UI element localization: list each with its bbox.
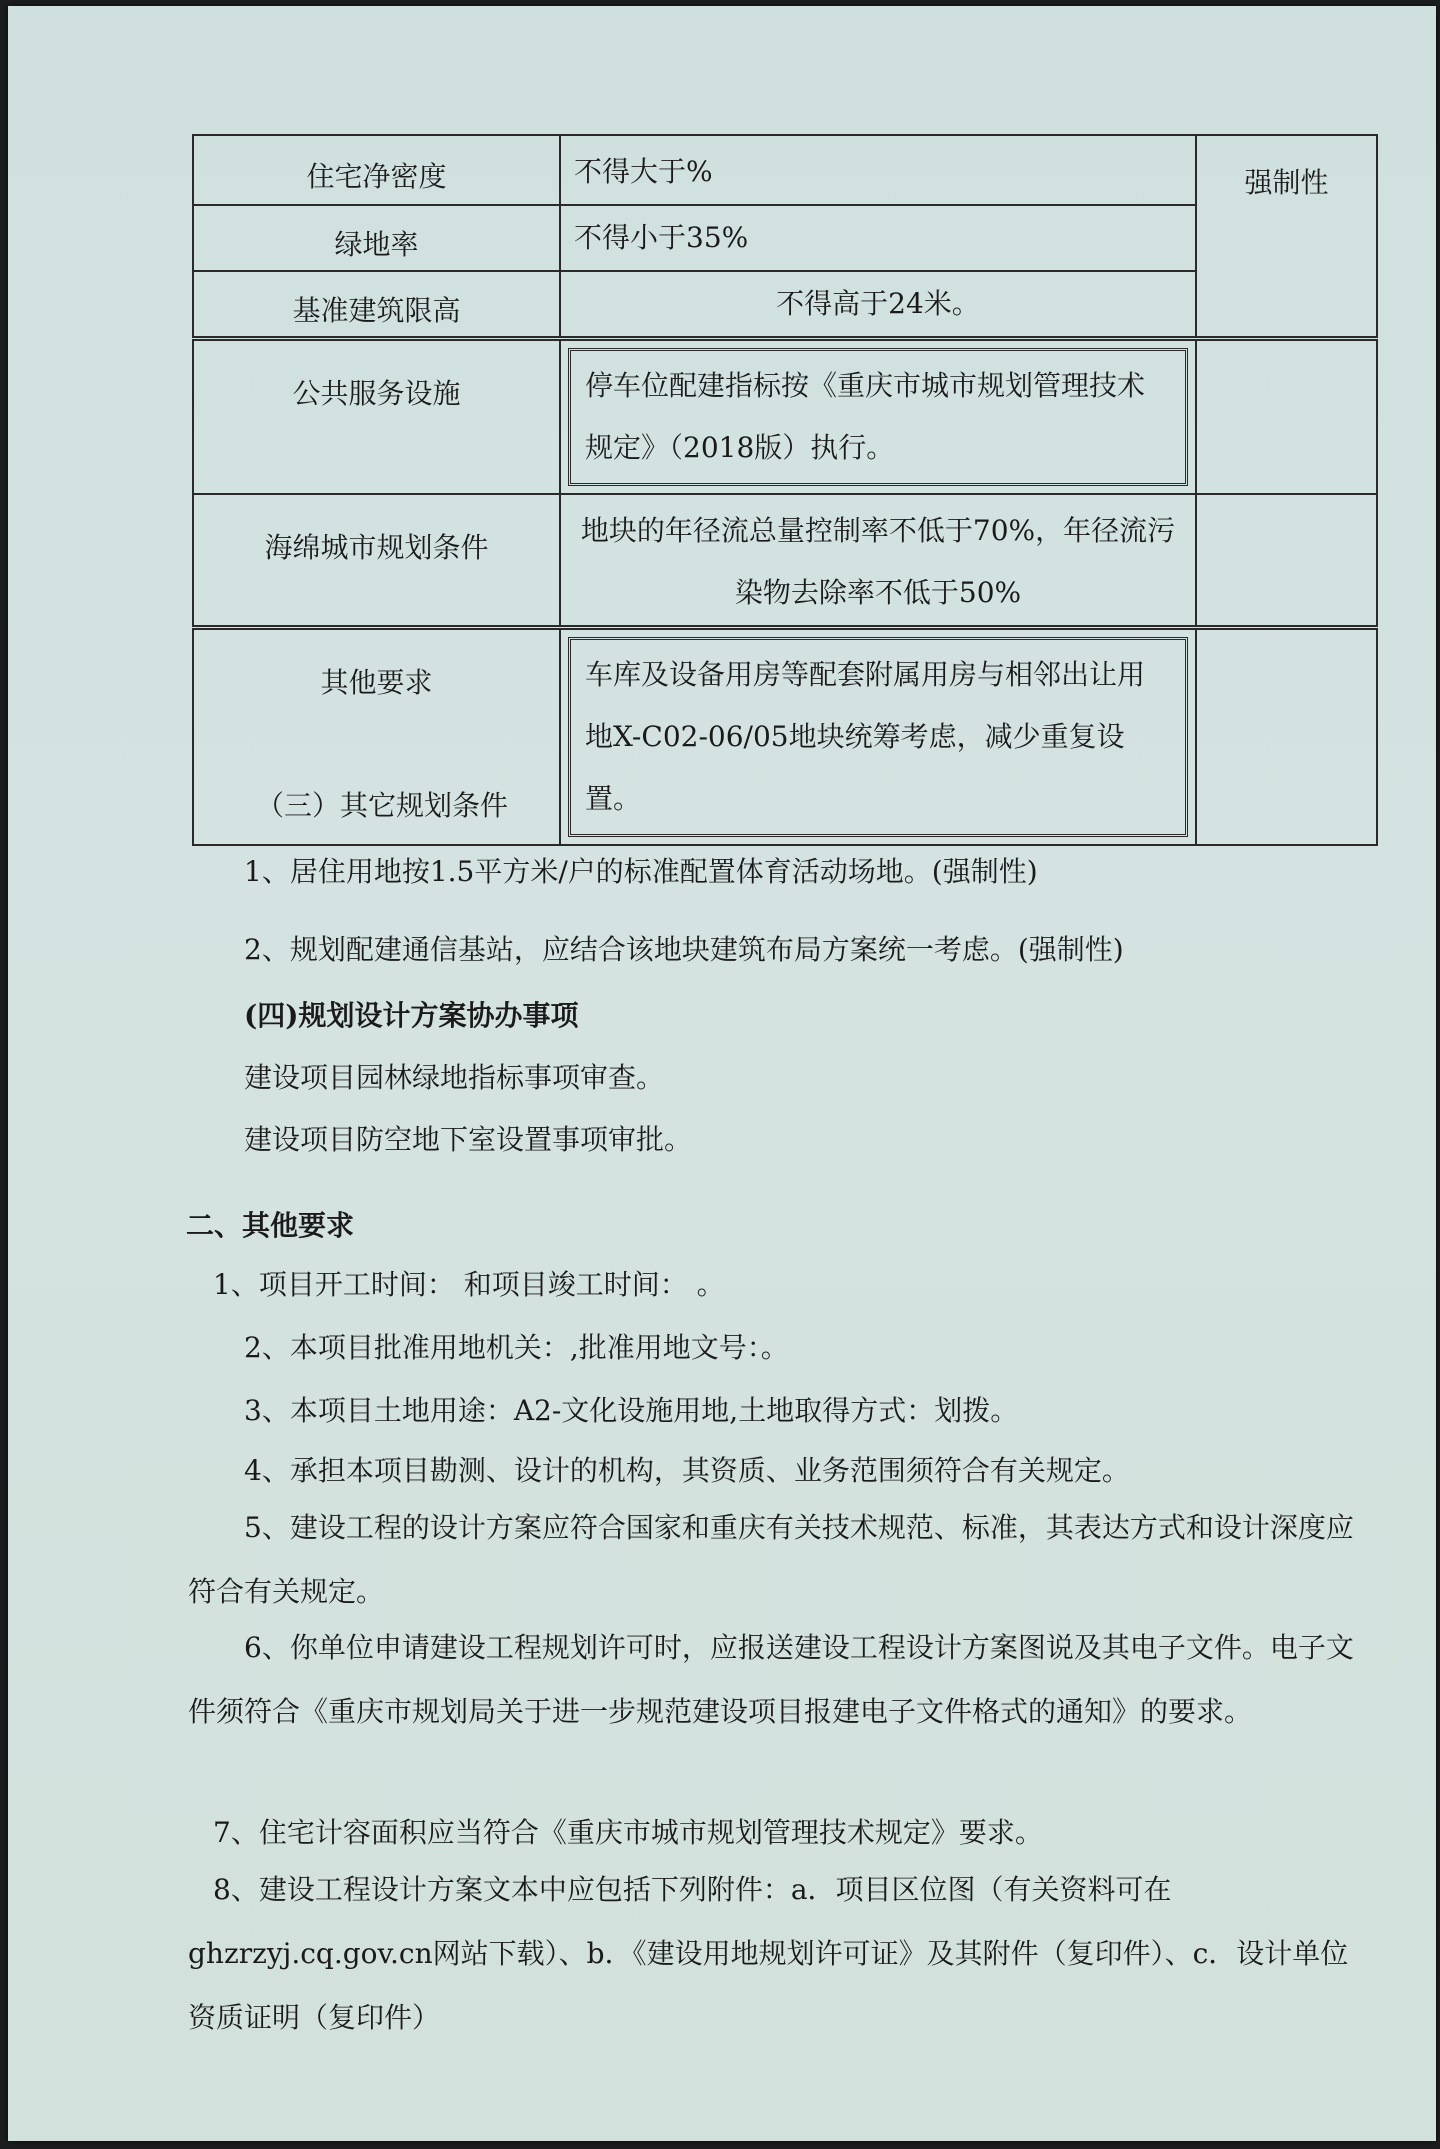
row-note: 强制性 [1196, 135, 1377, 339]
list-item: 7、住宅计容面积应当符合《重庆市城市规划管理技术规定》要求。 [213, 1816, 1043, 1849]
row-value: 车库及设备用房等配套附属用房与相邻出让用地X-C02-06/05地块统筹考虑，减少重复设置。 [560, 628, 1196, 846]
section-heading-3: （三）其它规划条件 [256, 789, 509, 822]
row-label: 公共服务设施 [193, 339, 560, 495]
list-item: 5、建设工程的设计方案应符合国家和重庆有关技术规范、标准，其表达方式和设计深度应符合有关规定。 [188, 1511, 1354, 1608]
document-page [8, 6, 1436, 2141]
list-item: 3、本项目土地用途：A2-文化设施用地,土地取得方式：划拨。 [244, 1394, 1019, 1427]
section-heading-4: (四)规划设计方案协办事项 [244, 999, 579, 1032]
planning-conditions-table [192, 134, 1378, 846]
part-heading: 二、其他要求 [186, 1209, 355, 1242]
row-value: 不得高于24米。 [560, 271, 1196, 339]
list-item: 1、居住用地按1.5平方米/户的标准配置体育活动场地。(强制性) [244, 855, 1038, 888]
row-label: 其他要求 [193, 628, 560, 846]
row-label: 海绵城市规划条件 [193, 494, 560, 628]
table-row [193, 339, 1377, 495]
list-item: 2、本项目批准用地机关：,批准用地文号：。 [244, 1331, 789, 1364]
row-note [1196, 494, 1377, 628]
row-note [1196, 628, 1377, 846]
list-item: 建设项目园林绿地指标事项审查。 [244, 1061, 665, 1094]
row-label: 基准建筑限高 [193, 271, 560, 339]
row-label: 住宅净密度 [193, 135, 560, 205]
list-item: 8、建设工程设计方案文本中应包括下列附件：a．项目区位图（有关资料可在ghzrzyj.cq.gov.cn网站下载）、b．《建设用地规划许可证》及其附件（复印件）、c．设计单位资质证明（复印件） [188, 1873, 1349, 2034]
row-value: 不得大于% [560, 135, 1196, 205]
row-value: 不得小于35% [560, 205, 1196, 271]
table-row [193, 494, 1377, 628]
row-note [1196, 339, 1377, 495]
row-value: 停车位配建指标按《重庆市城市规划管理技术规定》（2018版）执行。 [560, 339, 1196, 495]
row-label: 绿地率 [193, 205, 560, 271]
row-value: 地块的年径流总量控制率不低于70%，年径流污染物去除率不低于50% [560, 494, 1196, 628]
table-row [193, 135, 1377, 205]
list-item: 2、规划配建通信基站，应结合该地块建筑布局方案统一考虑。(强制性) [244, 933, 1124, 966]
list-item: 6、你单位申请建设工程规划许可时，应报送建设工程设计方案图说及其电子文件。电子文件须符合《重庆市规划局关于进一步规范建设项目报建电子文件格式的通知》的要求。 [188, 1631, 1354, 1728]
list-item: 建设项目防空地下室设置事项审批。 [244, 1123, 693, 1156]
list-item: 4、承担本项目勘测、设计的机构，其资质、业务范围须符合有关规定。 [244, 1454, 1130, 1487]
list-item: 1、项目开工时间： 和项目竣工时间： 。 [213, 1268, 725, 1301]
